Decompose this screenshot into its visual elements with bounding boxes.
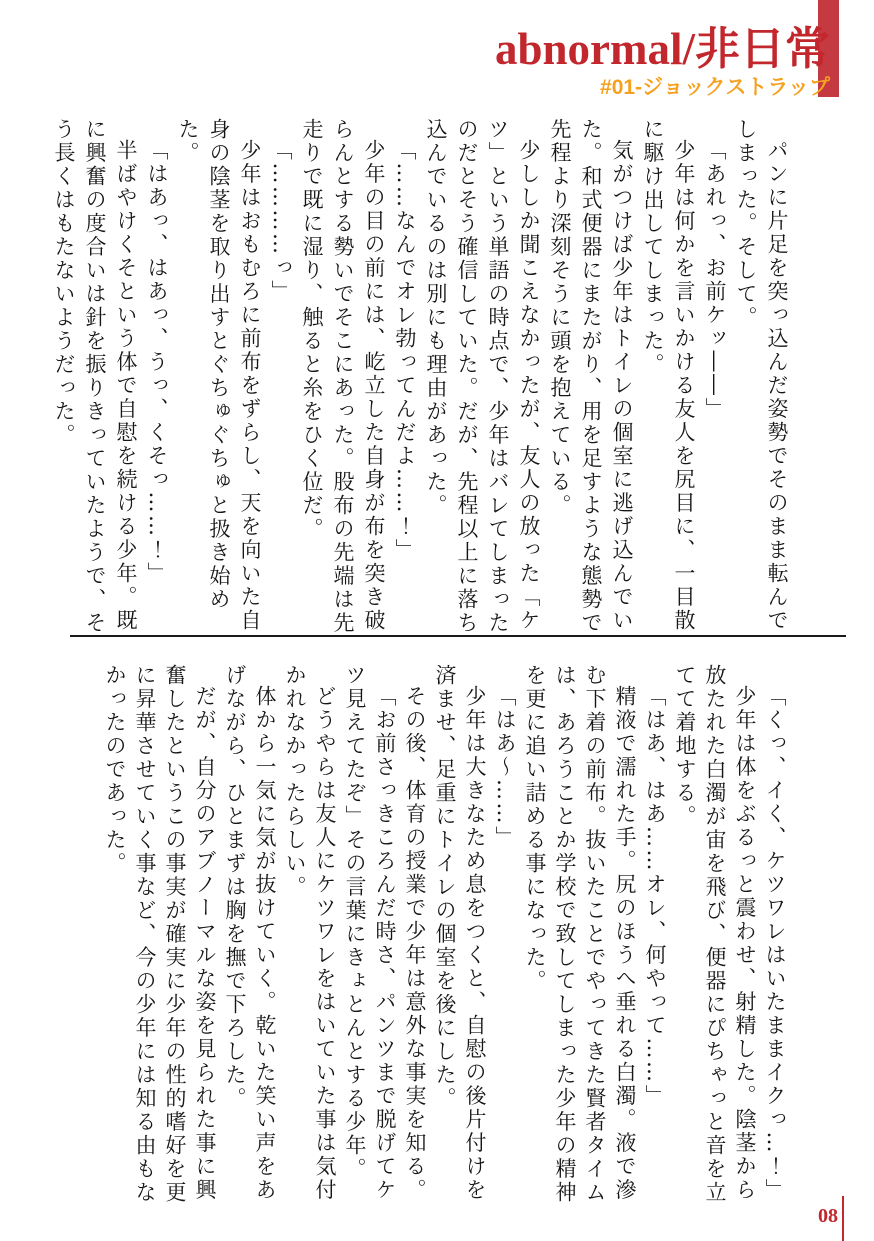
paragraph: 少ししか聞こえなかったが、友人の放った「ケツ」という単語の時点で、少年はバレてしまったのだとそう確信していた。だが、先程以上に落ち込んでいるのは別にも理由があった。	[424, 118, 541, 635]
chapter-title: abnormal/非日常	[494, 24, 830, 74]
paragraph: 「……なんでオレ勃ってんだよ……！」	[393, 139, 417, 562]
page-number: 08	[818, 1205, 838, 1227]
paragraph: 気がつけば少年はトイレの個室に逃げ込んでいた。和式便器にまたがり、用を足すような態勢で先程より深刻そうに頭を抱えている。	[548, 118, 634, 635]
section-divider	[70, 635, 846, 637]
paragraph: 「はあっ、はあっ、うっ、くそっ……！」	[145, 139, 169, 586]
paragraph: 「はあ〜……」	[493, 685, 517, 850]
text-section-top	[48, 118, 792, 636]
paragraph: 「くっ、イく、ケツワレはいたままイクっ…！」	[763, 685, 787, 1202]
page-edge-line	[842, 1196, 844, 1241]
paragraph: 精液で濡れた手。尻のほうへ垂れる白濁。液で滲む下着の前布。抜いたことでやってきた賢者タイムは、あろうことか学校で致してしまった少年の精神を更に追い詰める事になった。	[523, 664, 637, 1205]
paragraph: 少年はおもむろに前布をずらし、天を向いた自身の陰茎を取り出すとぐちゅぐちゅと扱き始めた。	[176, 118, 262, 633]
paragraph: 「はあ、はあ……オレ、何やって……」	[643, 685, 667, 1108]
paragraph: 少年は体をぶるっと震わせ、射精した。陰茎から放たれた白濁が宙を飛び、便器にぴちゃっと音を立てて着地する。	[673, 664, 757, 1205]
paragraph: 体から一気に気が抜けていく。乾いた笑い声をあげながら、ひとまずは胸を撫で下ろした。	[223, 664, 277, 1202]
paragraph: 半ばやけくそという体で自慰を続ける少年。既に興奮の度合いは針を振りきっていたようで、そう長くはもたないようだった。	[52, 118, 138, 635]
paragraph: 「お前さっきころんだ時さ、パンツまで脱げてケツ見えてたぞ」その言葉にきょとんとする少年。	[343, 664, 397, 1202]
paragraph: だが、自分のアブノーマルな姿を見られた事に興奮したというこの事実が確実に少年の性的嗜好を更に昇華させていく事など、今の少年には知る由もなかったのであった。	[103, 664, 217, 1205]
page-header	[495, 24, 830, 100]
paragraph: パンに片足を突っ込んだ姿勢でそのまま転んでしまった。そして。	[734, 118, 789, 633]
paragraph: 少年の目の前には、屹立した自身が布を突き破らんとする勢いでそこにあった。股布の先端は先走りで既に湿り、触ると糸をひく位だ。	[300, 118, 386, 635]
paragraph: 少年は大きなため息をつくと、自慰の後片付けを済ませ、足重にトイレの個室を後にした。	[433, 664, 487, 1202]
paragraph: その後、体育の授業で少年は意外な事実を知る。	[403, 685, 427, 1202]
text-section-bottom	[100, 664, 790, 1205]
paragraph: 「…………っ」	[269, 139, 293, 304]
chapter-subtitle: #01-ジョックストラップ	[600, 76, 830, 99]
paragraph: 「あれっ、お前ケッ――」	[703, 139, 727, 421]
paragraph: どうやらは友人にケツワレをはいていた事は気付かれなかったらしい。	[283, 664, 337, 1202]
paragraph: 少年は何かを言いかける友人を尻目に、一目散に駆け出してしまった。	[641, 118, 696, 633]
